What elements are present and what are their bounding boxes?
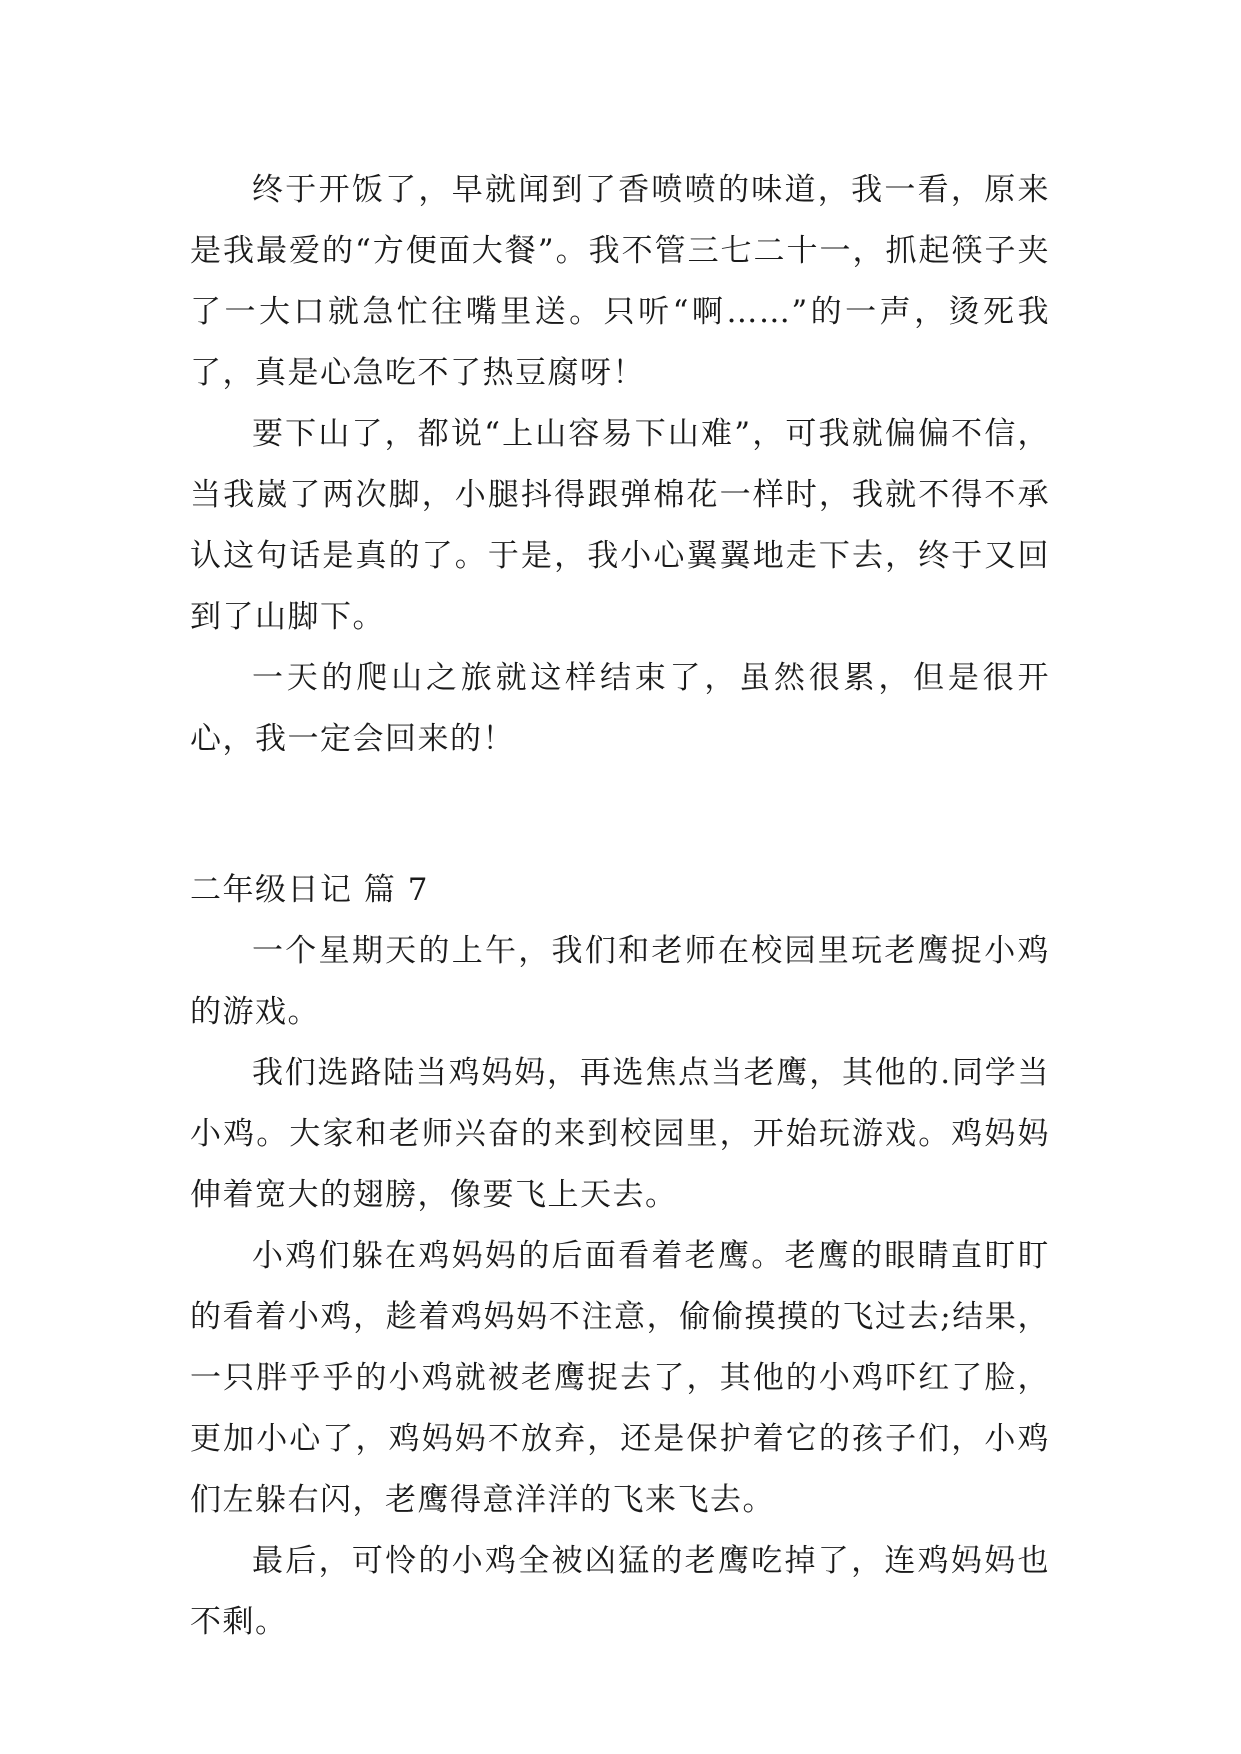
document-page [190, 160, 1050, 1653]
section-title: 二年级日记 篇 7 [190, 872, 429, 908]
paragraph-trip-end: 一天的爬山之旅就这样结束了，虽然很累，但是很开心，我一定会回来的！ [190, 660, 1050, 757]
section-spacer [190, 770, 1050, 860]
paragraph-chase: 小鸡们躲在鸡妈妈的后面看着老鹰。老鹰的眼睛直盯盯的看着小鸡，趁着鸡妈妈不注意，偷偷摸摸的飞过去;结果，一只胖乎乎的小鸡就被老鹰捉去了，其他的小鸡吓红了脸，更加小心了，鸡妈妈不放弃，还是保护着它的孩子们，小鸡们左躲右闪，老鹰得意洋洋的飞来飞去。 [190, 1238, 1050, 1518]
paragraph-dinner: 终于开饭了，早就闻到了香喷喷的味道，我一看，原来是我最爱的“方便面大餐”。我不管三七二十一，抓起筷子夹了一大口就急忙往嘴里送。只听“啊……”的一声，烫死我了，真是心急吃不了热豆腐呀！ [190, 172, 1050, 391]
paragraph-game-intro: 一个星期天的上午，我们和老师在校园里玩老鹰捉小鸡的游戏。 [190, 933, 1050, 1030]
paragraph-descend-mountain: 要下山了，都说“上山容易下山难”，可我就偏偏不信，当我崴了两次脚，小腿抖得跟弹棉花一样时，我就不得不承认这句话是真的了。于是，我小心翼翼地走下去，终于又回到了山脚下。 [190, 416, 1050, 635]
paragraph-roles: 我们选路陆当鸡妈妈，再选焦点当老鹰，其他的.同学当小鸡。大家和老师兴奋的来到校园里，开始玩游戏。鸡妈妈伸着宽大的翅膀，像要飞上天去。 [190, 1055, 1050, 1213]
paragraph-ending: 最后，可怜的小鸡全被凶猛的老鹰吃掉了，连鸡妈妈也不剩。 [190, 1543, 1050, 1640]
